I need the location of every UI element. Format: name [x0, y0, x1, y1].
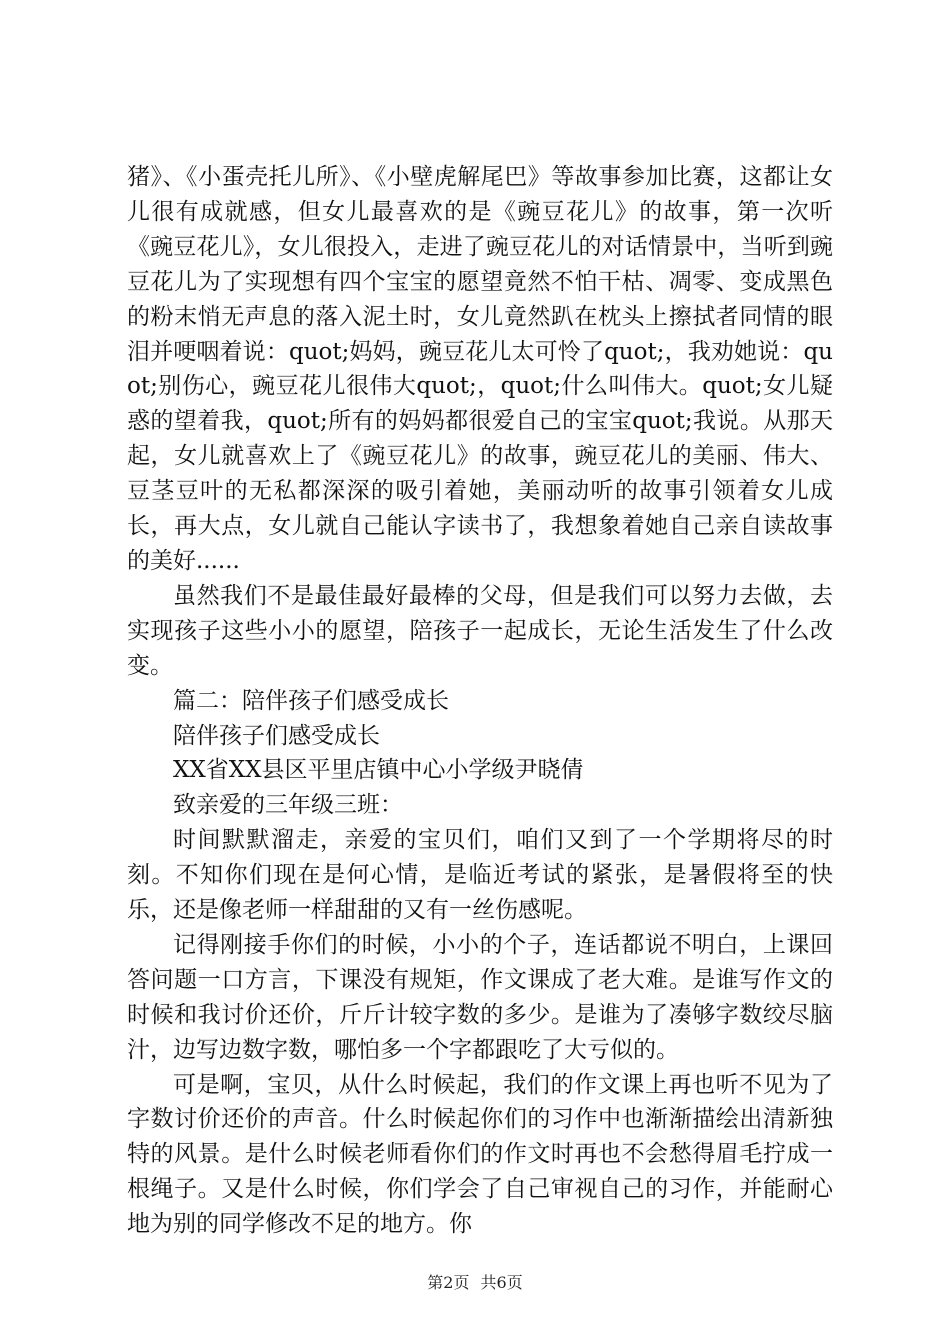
paragraph-story-continuation: 猪》、《小蛋壳托儿所》、《小壁虎解尾巴》等故事参加比赛，这都让女儿很有成就感，但女儿最喜欢的是《豌豆花儿》的故事，第一次听《豌豆花儿》，女儿很投入，走进了豌豆花儿的对话情景中，当听到豌豆花儿为了实现想有四个宝宝的愿望竟然不怕干枯、凋零、变成黑色的粉末悄无声息的落入泥土时，女儿竟然趴在枕头上擦拭者同情的眼泪并哽咽着说：quot;妈妈，豌豆花儿太可怜了quot;，我劝她说：quot;别伤心，豌豆花儿很伟大quot;，quot;什么叫伟大。quot;女儿疑惑的望着我，quot;所有的妈妈都很爱自己的宝宝quot;我说。从那天起，女儿就喜欢上了《豌豆花儿》的故事，豌豆花儿的美丽、伟大、豆茎豆叶的无私都深深的吸引着她，美丽动听的故事引领着女儿成长，再大点，女儿就自己能认字读书了，我想象着她自己亲自读故事的美好...... — [127, 164, 833, 574]
document-body — [127, 160, 833, 1242]
page-footer — [0, 1270, 950, 1293]
paragraph-memories: 记得刚接手你们的时候，小小的个子，连话都说不明白，上课回答问题一口方言，下课没有规矩，作文课成了老大难。是谁写作文的时候和我讨价还价，斤斤计较字数的多少。是谁为了凑够字数绞尽脑汁，边写边数字数，哪怕多一个字都跟吃了大亏似的。 — [127, 931, 833, 1063]
page-number: 第2页 — [427, 1273, 470, 1292]
author-line: XX省XX县区平里店镇中心小学级尹晓倩 — [173, 757, 584, 784]
page-total: 共6页 — [480, 1273, 523, 1292]
section-heading: 篇二：陪伴孩子们感受成长 — [173, 687, 449, 714]
paragraph-growth: 可是啊，宝贝，从什么时候起，我们的作文课上再也听不见为了字数讨价还价的声音。什么时候起你们的习作中也渐渐描绘出清新独特的风景。是什么时候老师看你们的作文时再也不会愁得眉毛拧成一根绳子。又是什么时候，你们学会了自己审视自己的习作，并能耐心地为别的同学修改不足的地方。你 — [127, 1071, 833, 1238]
salutation: 致亲爱的三年级三班： — [173, 792, 403, 819]
paragraph-parents-reflection: 虽然我们不是最佳最好最棒的父母，但是我们可以努力去做，去实现孩子这些小小的愿望，陪孩子一起成长，无论生活发生了什么改变。 — [127, 582, 833, 679]
paragraph-semester-end: 时间默默溜走，亲爱的宝贝们，咱们又到了一个学期将尽的时刻。不知你们现在是何心情，是临近考试的紧张，是暑假将至的快乐，还是像老师一样甜甜的又有一丝伤感呢。 — [127, 827, 833, 924]
article-title: 陪伴孩子们感受成长 — [173, 722, 380, 749]
